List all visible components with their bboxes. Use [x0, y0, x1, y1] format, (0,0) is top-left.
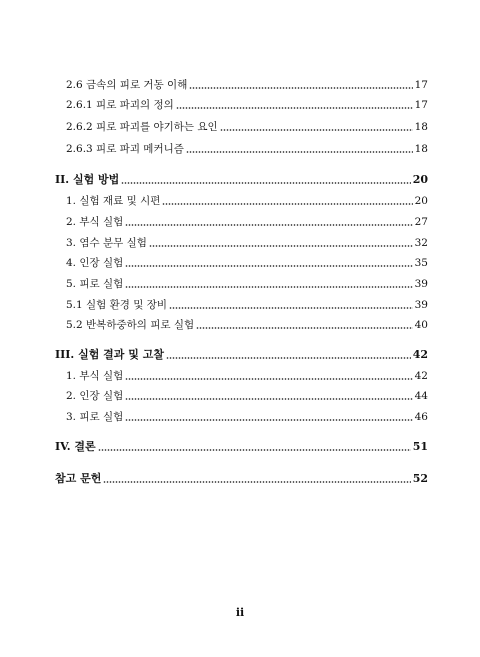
toc-entry: [0, 348, 480, 362]
toc-entry-page: 18: [414, 143, 428, 155]
toc-entry-title: 참고 문헌: [55, 472, 102, 485]
toc-entry-title: 5. 피로 실험: [66, 278, 124, 290]
toc-entry: [0, 78, 480, 92]
toc-entry: [0, 194, 480, 208]
toc-entry-title: 2. 인장 실험: [66, 390, 124, 402]
toc-entry-page: 44: [414, 390, 428, 402]
toc-entry-page: 18: [414, 121, 428, 133]
dot-leader: [125, 419, 412, 421]
toc-entry: [0, 298, 480, 312]
toc-entry-page: 35: [414, 257, 428, 269]
dot-leader: [166, 357, 411, 359]
dot-leader: [125, 265, 412, 267]
toc-entry: [0, 318, 480, 332]
toc-entry-page: 27: [414, 216, 428, 228]
dot-leader: [169, 307, 413, 309]
dot-leader: [103, 481, 410, 483]
toc-entry-title: 2.6 금속의 피로 거동 이해: [66, 79, 188, 91]
page-number: ii: [235, 606, 245, 619]
dot-leader: [125, 224, 412, 226]
dot-leader: [196, 327, 412, 329]
toc-entry-page: 39: [414, 278, 428, 290]
toc-entry-title: 1. 부식 실험: [66, 370, 124, 382]
toc-entry-title: 4. 인장 실험: [66, 257, 124, 269]
toc-entry: [0, 277, 480, 291]
toc-entry: [0, 256, 480, 270]
toc-entry: [0, 120, 480, 134]
toc-entry-title: 2.6.1 피로 파괴의 정의: [66, 99, 174, 111]
toc-entry-title: 3. 피로 실험: [66, 411, 124, 423]
toc-entry: [0, 440, 480, 454]
dot-leader: [121, 182, 410, 184]
dot-leader: [125, 398, 412, 400]
toc-entry-page: 17: [414, 79, 428, 91]
toc-entry-page: 17: [414, 99, 428, 111]
toc-entry-title: 1. 실험 재료 및 시편: [66, 195, 161, 207]
toc-entry-page: 40: [414, 319, 428, 331]
toc-entry: [0, 236, 480, 250]
toc-entry: [0, 472, 480, 486]
toc-entry: [0, 410, 480, 424]
toc-entry-page: 51: [412, 440, 428, 453]
toc-entry-page: 32: [414, 237, 428, 249]
toc-entry: [0, 389, 480, 403]
toc-entry-page: 42: [414, 370, 428, 382]
toc-entry-title: 2. 부식 실험: [66, 216, 124, 228]
toc-entry-page: 20: [414, 195, 428, 207]
dot-leader: [162, 203, 412, 205]
toc-entry-page: 39: [414, 299, 428, 311]
dot-leader: [149, 245, 413, 247]
toc-entry-title: 2.6.3 피로 파괴 메커니즘: [66, 143, 184, 155]
toc-entry-page: 46: [414, 411, 428, 423]
dot-leader: [220, 129, 413, 131]
toc-entry: [0, 98, 480, 112]
dot-leader: [186, 151, 413, 153]
toc-entry-title: II. 실험 방법: [55, 173, 120, 186]
toc-entry: [0, 369, 480, 383]
toc-entry-page: 42: [412, 348, 428, 361]
toc-entry-page: 52: [412, 472, 428, 485]
dot-leader: [125, 286, 412, 288]
dot-leader: [125, 378, 412, 380]
toc-entry-title: III. 실험 결과 및 고찰: [55, 348, 164, 361]
toc-entry-title: 5.1 실험 환경 및 장비: [66, 299, 168, 311]
toc-entry-title: 2.6.2 피로 파괴를 야기하는 요인: [66, 121, 218, 133]
dot-leader: [176, 107, 413, 109]
toc-entry-title: 5.2 반복하중하의 피로 실험: [66, 319, 195, 331]
dot-leader: [189, 87, 412, 89]
toc-entry: [0, 142, 480, 156]
toc-entry: [0, 215, 480, 229]
toc-entry: [0, 173, 480, 187]
toc-entry-title: 3. 염수 분무 실험: [66, 237, 147, 249]
toc-entry-title: IV. 결론: [55, 440, 96, 453]
dot-leader: [98, 449, 411, 451]
toc-entry-page: 20: [412, 173, 428, 186]
